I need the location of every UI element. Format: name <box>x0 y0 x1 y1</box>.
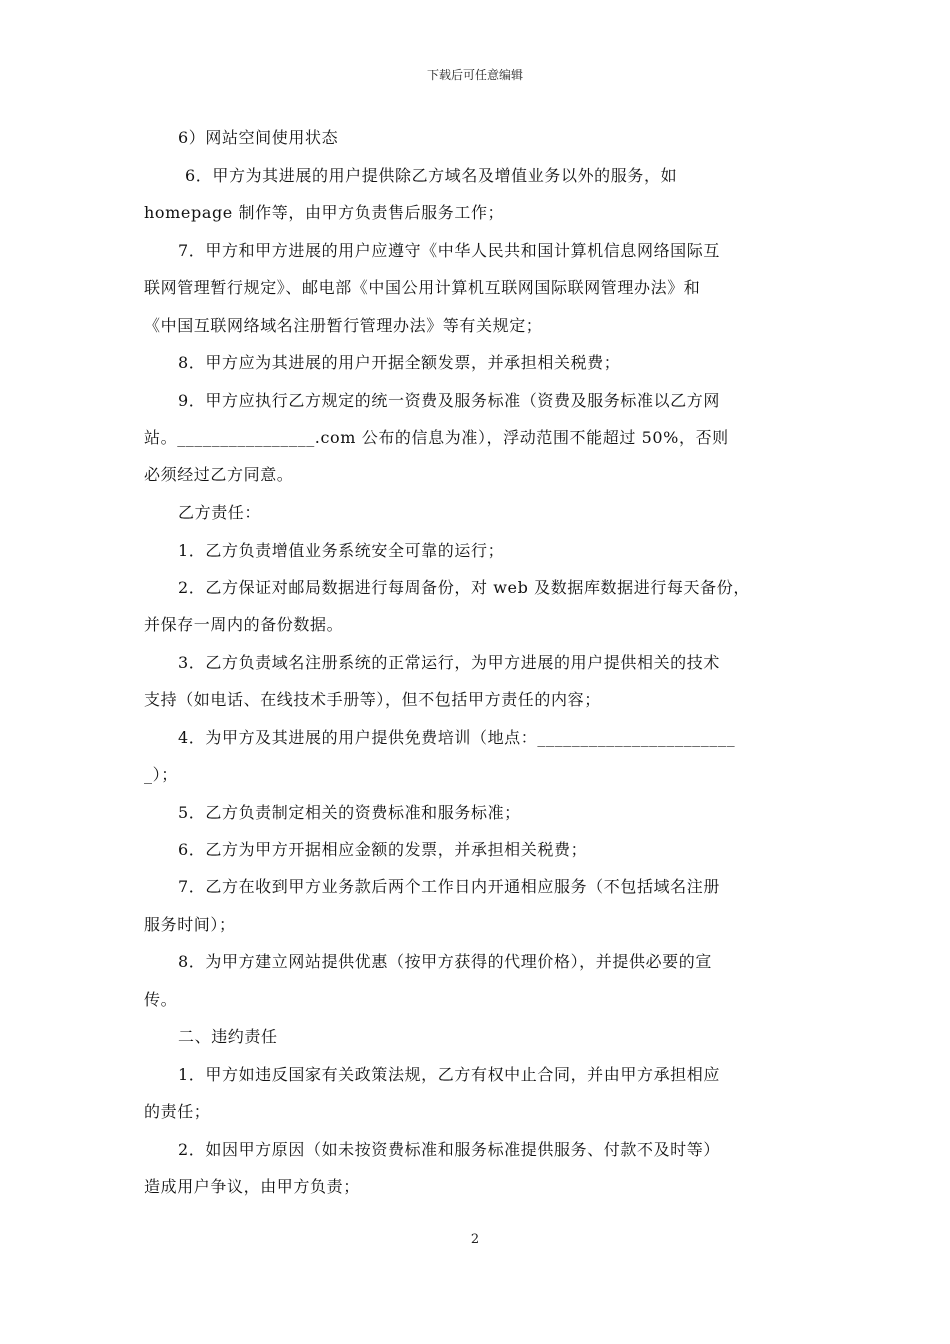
text-line: 6．甲方为其进展的用户提供除乙方域名及增值业务以外的服务，如 <box>185 166 678 185</box>
text-line: 传。 <box>144 990 178 1009</box>
text-line: 《中国互联网络域名注册暂行管理办法》等有关规定； <box>144 316 543 335</box>
text-line: 并保存一周内的备份数据。 <box>144 615 344 634</box>
text-line: 2．如因甲方原因（如未按资费标准和服务标准提供服务、付款不及时等） <box>178 1140 720 1159</box>
text-line: 必须经过乙方同意。 <box>144 465 294 484</box>
text-line: _）； <box>144 765 178 784</box>
page-header: 下载后可任意编辑 <box>426 68 523 82</box>
text-line: 6）网站空间使用状态 <box>178 128 339 147</box>
text-line: 7．甲方和甲方进展的用户应遵守《中华人民共和国计算机信息网络国际互 <box>178 241 720 260</box>
text-line: 支持（如电话、在线技术手册等），但不包括甲方责任的内容； <box>144 690 601 709</box>
text-line: 站。________________.com 公布的信息为准），浮动范围不能超过 50%，否则 <box>144 428 729 447</box>
section-heading: 乙方责任： <box>178 503 262 522</box>
text-line: 2．乙方保证对邮局数据进行每周备份，对 web 及数据库数据进行每天备份， <box>178 578 750 597</box>
text-line: 8．为甲方建立网站提供优惠（按甲方获得的代理价格），并提供必要的宣 <box>178 952 712 971</box>
text-line: 4．为甲方及其进展的用户提供免费培训（地点：_______________________ <box>178 728 736 747</box>
text-line: 6．乙方为甲方开据相应金额的发票，并承担相关税费； <box>178 840 588 859</box>
page-number: 2 <box>470 1232 480 1247</box>
text-line: 联网管理暂行规定》、邮电部《中国公用计算机互联网国际联网管理办法》和 <box>144 278 701 297</box>
text-line: 8．甲方应为其进展的用户开据全额发票，并承担相关税费； <box>178 353 621 372</box>
text-line: 3．乙方负责域名注册系统的正常运行，为甲方进展的用户提供相关的技术 <box>178 653 720 672</box>
text-line: homepage 制作等，由甲方负责售后服务工作； <box>144 203 505 222</box>
text-line: 9．甲方应执行乙方规定的统一资费及服务标准（资费及服务标准以乙方网 <box>178 391 720 410</box>
text-line: 5．乙方负责制定相关的资费标准和服务标准； <box>178 803 521 822</box>
text-line: 1．甲方如违反国家有关政策法规，乙方有权中止合同，并由甲方承担相应 <box>178 1065 720 1084</box>
section-heading: 二、违约责任 <box>178 1027 278 1046</box>
text-line: 7．乙方在收到甲方业务款后两个工作日内开通相应服务（不包括域名注册 <box>178 877 720 896</box>
text-line: 造成用户争议，由甲方负责； <box>144 1177 360 1196</box>
text-line: 服务时间）； <box>144 915 236 934</box>
text-line: 1．乙方负责增值业务系统安全可靠的运行； <box>178 541 505 560</box>
text-line: 的责任； <box>144 1102 211 1121</box>
